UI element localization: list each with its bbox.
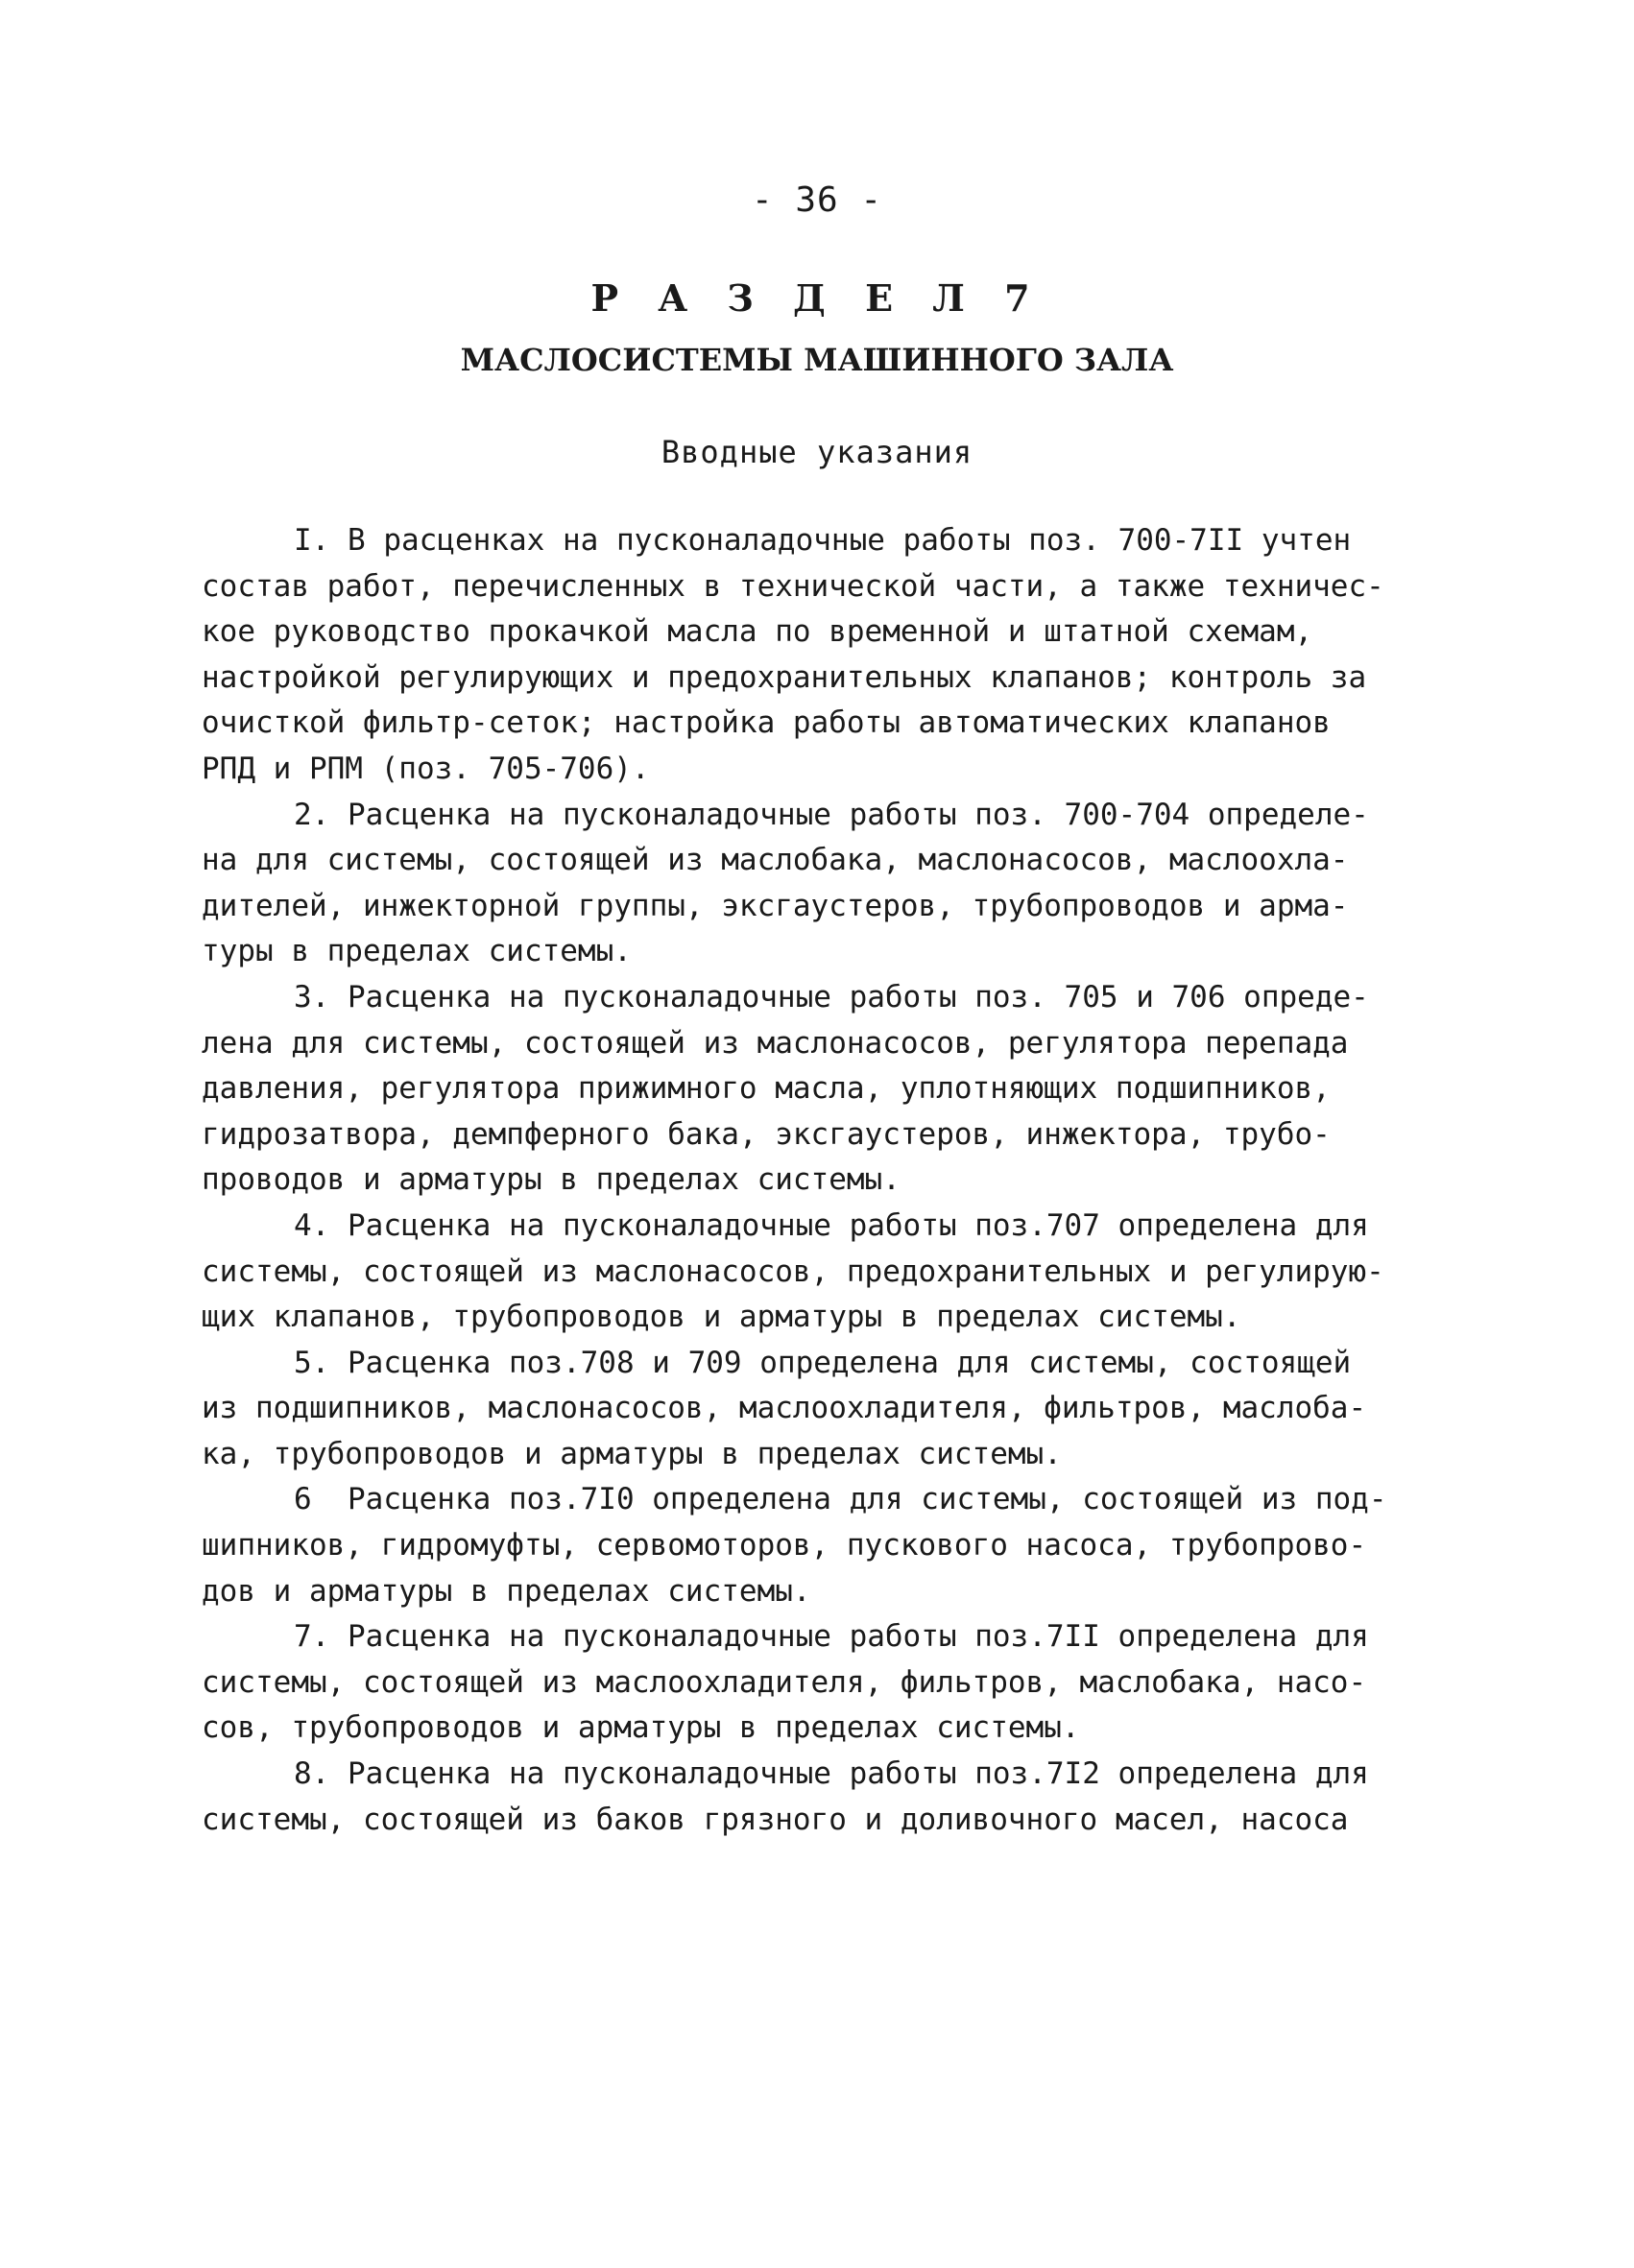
paragraph-first-line: 3. Расценка на пусконаладочные работы поз. 705 и 706 опреде-: [294, 979, 1369, 1015]
paragraph-line: сов, трубопроводов и арматуры в пределах системы.: [202, 1710, 1080, 1746]
section-title: МАСЛОСИСТЕМЫ МАШИННОГО ЗАЛА: [460, 342, 1174, 378]
paragraph-line: дителей, инжекторной группы, эксгаустеров, трубопроводов и арма-: [202, 888, 1349, 923]
paragraph-line: лена для системы, состоящей из маслонасосов, регулятора перепада: [202, 1025, 1349, 1061]
paragraph-line: кое руководство прокачкой масла по временной и штатной схемам,: [202, 614, 1313, 650]
paragraph-line: ка, трубопроводов и арматуры в пределах системы.: [202, 1436, 1062, 1471]
paragraph-line: дов и арматуры в пределах системы.: [202, 1573, 811, 1609]
paragraph-line: системы, состоящей из маслонасосов, предохранительных и регулирую-: [202, 1253, 1384, 1289]
paragraph-first-line: 2. Расценка на пусконаладочные работы поз. 700-704 определе-: [294, 797, 1369, 832]
paragraph-line: РПД и РПМ (поз. 705-706).: [202, 751, 650, 786]
paragraph-line: системы, состоящей из баков грязного и доливочного масел, насоса: [202, 1802, 1349, 1837]
paragraph-first-line: 5. Расценка поз.708 и 709 определена для системы, состоящей: [294, 1345, 1352, 1380]
paragraph-line: туры в пределах системы.: [202, 934, 632, 969]
section-heading: Р А З Д Е Л 7: [590, 276, 1044, 320]
paragraph-line: состав работ, перечисленных в технической части, а также техничес-: [202, 568, 1384, 604]
paragraph-line: из подшипников, маслонасосов, маслоохладителя, фильтров, маслоба-: [202, 1391, 1367, 1426]
paragraph-first-line: 6 Расценка поз.7I0 определена для системы, состоящей из под-: [294, 1482, 1387, 1517]
subsection-title: Вводные указания: [661, 434, 973, 470]
paragraph-line: гидрозатвора, демпферного бака, эксгаустеров, инжектора, трубо-: [202, 1116, 1331, 1152]
paragraph-first-line: I. В расценках на пусконаладочные работы поз. 700-7II учтен: [294, 523, 1352, 558]
page-number: - 36 -: [751, 180, 883, 220]
paragraph-line: настройкой регулирующих и предохранительных клапанов; контроль за: [202, 659, 1367, 695]
paragraph-line: проводов и арматуры в пределах системы.: [202, 1162, 901, 1198]
paragraph-line: системы, состоящей из маслоохладителя, фильтров, маслобака, насо-: [202, 1664, 1367, 1700]
body-text: [202, 518, 1459, 1843]
paragraph-line: на для системы, состоящей из маслобака, маслонасосов, маслоохла-: [202, 843, 1349, 878]
paragraph-line: щих клапанов, трубопроводов и арматуры в пределах системы.: [202, 1300, 1241, 1335]
paragraph-first-line: 4. Расценка на пусконаладочные работы поз.707 определена для: [294, 1207, 1369, 1243]
paragraph-line: шипников, гидромуфты, сервомоторов, пускового насоса, трубопрово-: [202, 1528, 1367, 1564]
paragraph-line: очисткой фильтр-сеток; настройка работы автоматических клапанов: [202, 705, 1331, 741]
paragraph-line: давления, регулятора прижимного масла, уплотняющих подшипников,: [202, 1071, 1331, 1107]
paragraph-first-line: 8. Расценка на пусконаладочные работы поз.7I2 определена для: [294, 1756, 1369, 1792]
paragraph-first-line: 7. Расценка на пусконаладочные работы поз.7II определена для: [294, 1619, 1369, 1655]
